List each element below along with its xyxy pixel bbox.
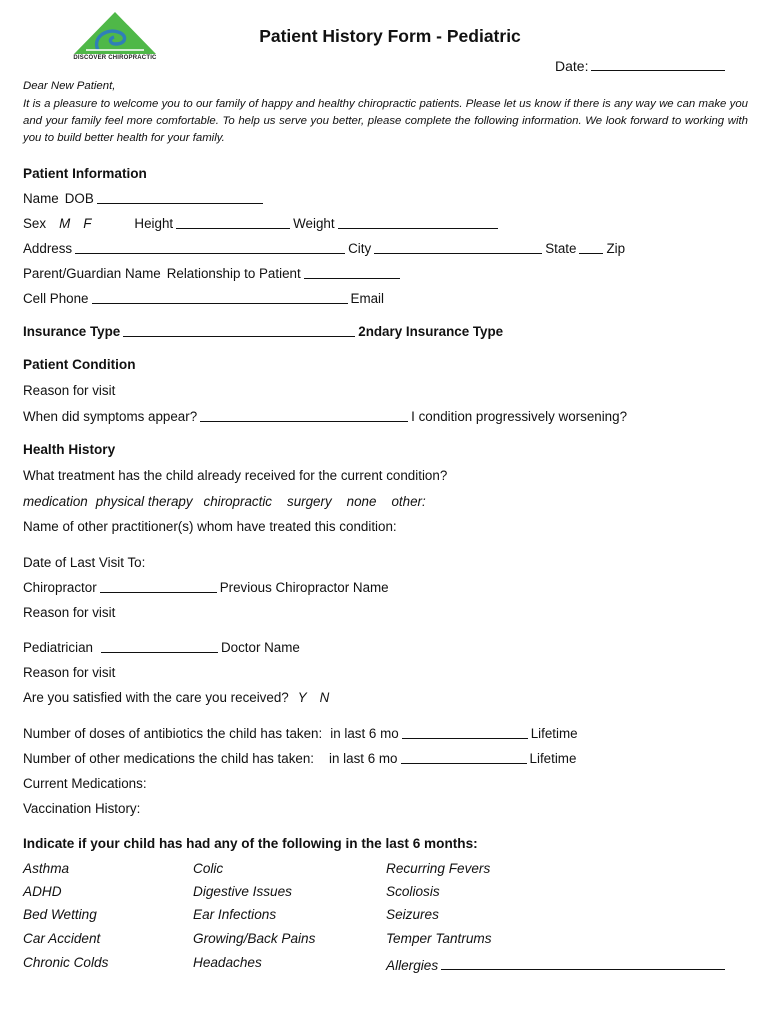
section-health-history: Health History [23, 442, 116, 457]
pediatrician-row [23, 638, 726, 656]
condition-item[interactable]: Ear Infections [193, 907, 277, 922]
other-practitioner-row [23, 517, 726, 535]
city-label: City [348, 241, 372, 256]
antibiotics-last6-label: in last 6 mo [330, 726, 399, 741]
symptoms-row [23, 407, 726, 425]
option-none[interactable]: none [346, 494, 377, 509]
insurance2-label: 2ndary Insurance Type [358, 324, 504, 339]
vaccination-label: Vaccination History: [23, 801, 141, 816]
pediatrician-date-field[interactable] [101, 640, 218, 653]
condition-item[interactable]: Recurring Fevers [386, 861, 491, 876]
sex-m-option[interactable]: M [59, 216, 71, 231]
sex-label: Sex [23, 216, 47, 231]
address-field[interactable] [75, 241, 345, 254]
antibiotics-last6-field[interactable] [402, 726, 528, 739]
condition-item[interactable]: Chronic Colds [23, 955, 109, 970]
cell-field[interactable] [92, 291, 348, 304]
city-field[interactable] [374, 241, 542, 254]
option-surgery[interactable]: surgery [287, 494, 332, 509]
allergies-row [386, 955, 725, 973]
treatment-question: What treatment has the child already received for the current condition? [23, 468, 448, 483]
current-meds-label: Current Medications: [23, 776, 147, 791]
condition-item[interactable]: Bed Wetting [23, 907, 97, 922]
treatment-options-row [23, 492, 726, 510]
condition-item[interactable]: Allergies [386, 958, 439, 973]
condition-item[interactable]: ADHD [23, 884, 62, 899]
name-label: Name [23, 191, 59, 206]
other-meds-label: Number of other medications the child has taken: [23, 751, 315, 766]
condition-item[interactable]: Growing/Back Pains [193, 931, 316, 946]
other-meds-lifetime-label: Lifetime [529, 751, 577, 766]
intro-greeting: Dear New Patient, [23, 80, 116, 92]
other-practitioner-label: Name of other practitioner(s) whom have treated this condition: [23, 519, 397, 534]
last-visit-row [23, 553, 726, 571]
section-patient-condition: Patient Condition [23, 357, 136, 372]
state-label: State [545, 241, 577, 256]
weight-label: Weight [293, 216, 335, 231]
satisfied-yes[interactable]: Y [297, 690, 307, 705]
satisfied-row [23, 688, 726, 706]
dob-field[interactable] [97, 191, 263, 204]
height-label: Height [134, 216, 174, 231]
insurance-label: Insurance Type [23, 324, 121, 339]
address-row [23, 239, 726, 257]
chiropractor-date-field[interactable] [100, 580, 217, 593]
condition-item[interactable]: Digestive Issues [193, 884, 292, 899]
ped-reason-label: Reason for visit [23, 665, 116, 680]
sex-row [23, 214, 726, 232]
allergies-field[interactable] [441, 957, 725, 970]
condition-item[interactable]: Scoliosis [386, 884, 440, 899]
relationship-label: Relationship to Patient [166, 266, 301, 281]
satisfied-no[interactable]: N [319, 690, 330, 705]
condition-item[interactable]: Temper Tantrums [386, 931, 492, 946]
condition-item[interactable]: Headaches [193, 955, 262, 970]
satisfied-label: Are you satisfied with the care you received? [23, 690, 289, 705]
condition-item[interactable]: Colic [193, 861, 224, 876]
condition-item[interactable]: Seizures [386, 907, 439, 922]
email-label: Email [350, 291, 384, 306]
option-chiropractic[interactable]: chiropractic [203, 494, 272, 509]
weight-field[interactable] [338, 216, 498, 229]
reason-row [23, 381, 726, 399]
worsening-label: I condition progressively worsening? [411, 409, 628, 424]
date-label: Date: [555, 58, 589, 74]
option-medication[interactable]: medication [23, 494, 88, 509]
date-line[interactable] [591, 58, 725, 71]
logo-caption: DISCOVER CHIROPRACTIC [73, 55, 157, 61]
insurance-field[interactable] [123, 324, 355, 337]
option-physical-therapy[interactable]: physical therapy [95, 494, 193, 509]
prev-chiro-label: Previous Chiropractor Name [219, 580, 389, 595]
guardian-label: Parent/Guardian Name [23, 266, 161, 281]
chiropractor-label: Chiropractor [23, 580, 97, 595]
antibiotics-lifetime-label: Lifetime [530, 726, 578, 741]
vaccination-row [23, 799, 726, 817]
cell-label: Cell Phone [23, 291, 89, 306]
chiro-reason-row [23, 603, 726, 621]
last-visit-label: Date of Last Visit To: [23, 555, 146, 570]
dob-label: DOB [64, 191, 94, 206]
section-patient-information: Patient Information [23, 166, 147, 181]
condition-item[interactable]: Car Accident [23, 931, 101, 946]
option-other[interactable]: other: [391, 494, 426, 509]
chiropractor-row [23, 578, 726, 596]
other-meds-last6-field[interactable] [401, 751, 527, 764]
chiro-reason-label: Reason for visit [23, 605, 116, 620]
symptoms-label: When did symptoms appear? [23, 409, 198, 424]
pediatrician-label: Pediatrician [23, 640, 93, 655]
antibiotics-label: Number of doses of antibiotics the child has taken: [23, 726, 323, 741]
other-meds-row [23, 749, 726, 767]
other-meds-last6-label: in last 6 mo [329, 751, 398, 766]
antibiotics-row [23, 724, 726, 742]
symptoms-field[interactable] [200, 409, 408, 422]
height-field[interactable] [176, 216, 290, 229]
sex-f-option[interactable]: F [83, 216, 92, 231]
doctor-name-label: Doctor Name [220, 640, 300, 655]
page-title: Patient History Form - Pediatric [259, 26, 521, 46]
reason-label: Reason for visit [23, 383, 116, 398]
date-field[interactable] [555, 56, 725, 74]
zip-label: Zip [606, 241, 626, 256]
state-field[interactable] [579, 241, 603, 254]
contact-row [23, 289, 726, 307]
guardian-row [23, 264, 726, 282]
current-meds-row [23, 774, 726, 792]
condition-item[interactable]: Asthma [23, 861, 70, 876]
intro-body: It is a pleasure to welcome you to our family of happy and healthy chiropractic patients. Please let us know if there is any way we can make you and your family feel more comfortable. To help us serve you better, please complete the following information. We look forward to working with you to build better health for your family. [23, 98, 748, 144]
relationship-field[interactable] [304, 266, 400, 279]
treatment-question-row [23, 466, 726, 484]
section-conditions: Indicate if your child has had any of the following in the last 6 months: [23, 836, 478, 851]
address-label: Address [23, 241, 73, 256]
ped-reason-row [23, 663, 726, 681]
insurance-row [23, 322, 726, 340]
name-row [23, 189, 726, 207]
